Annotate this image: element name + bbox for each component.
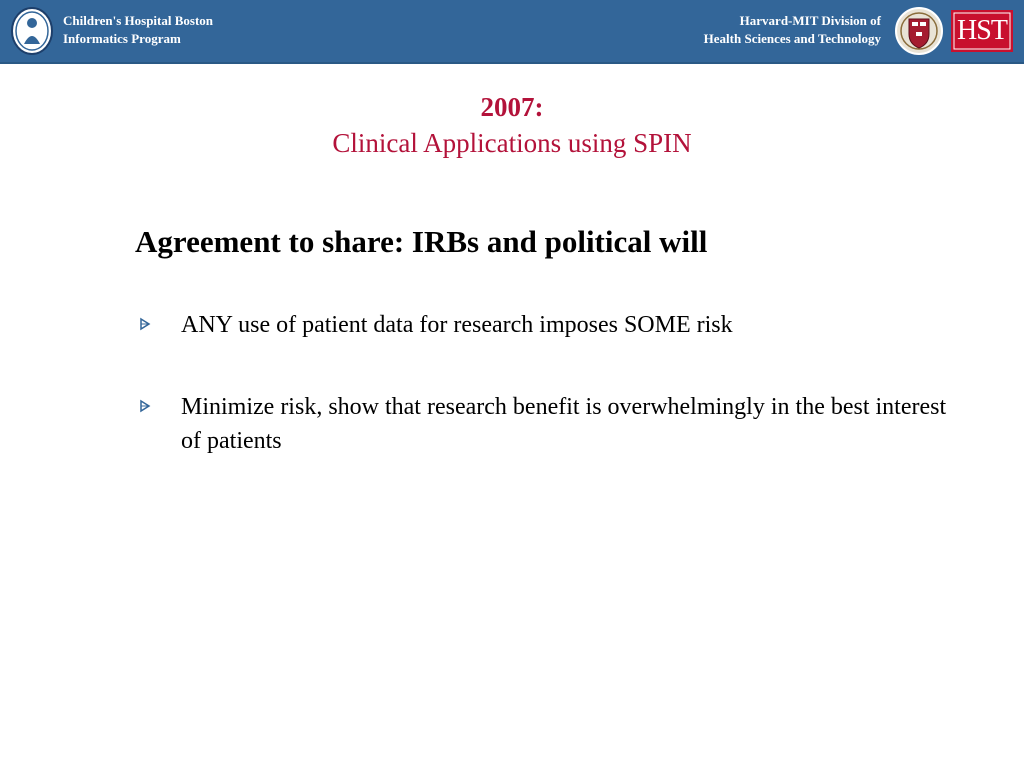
- childrens-hospital-seal-icon: [10, 6, 54, 56]
- slide-title: [0, 89, 1024, 161]
- bullet-item: [138, 390, 958, 458]
- org-right-line2: Health Sciences and Technology: [703, 31, 881, 46]
- org-name-right: [704, 12, 881, 48]
- harvard-crest-icon: [894, 6, 944, 56]
- bullet-list: [138, 308, 958, 458]
- arrow-bullet-icon: [138, 399, 152, 413]
- hst-logo-text: HST: [957, 15, 1007, 46]
- org-name-left: [63, 12, 213, 48]
- bullet-text: ANY use of patient data for research imposes SOME risk: [181, 312, 733, 338]
- org-left-line1: Children's Hospital Boston: [63, 13, 214, 28]
- bullet-text: Minimize risk, show that research benefit is overwhelmingly in the best interest of patients: [181, 394, 947, 454]
- title-subtitle: Clinical Applications using SPIN: [332, 128, 692, 158]
- bullet-item: [138, 308, 958, 342]
- section-heading: Agreement to share: IRBs and political will: [135, 224, 708, 259]
- header-band: [0, 0, 1024, 64]
- org-right-line1: Harvard-MIT Division of: [739, 13, 881, 28]
- arrow-bullet-icon: [138, 317, 152, 331]
- title-year: 2007:: [480, 92, 544, 122]
- org-left-line2: Informatics Program: [63, 31, 181, 46]
